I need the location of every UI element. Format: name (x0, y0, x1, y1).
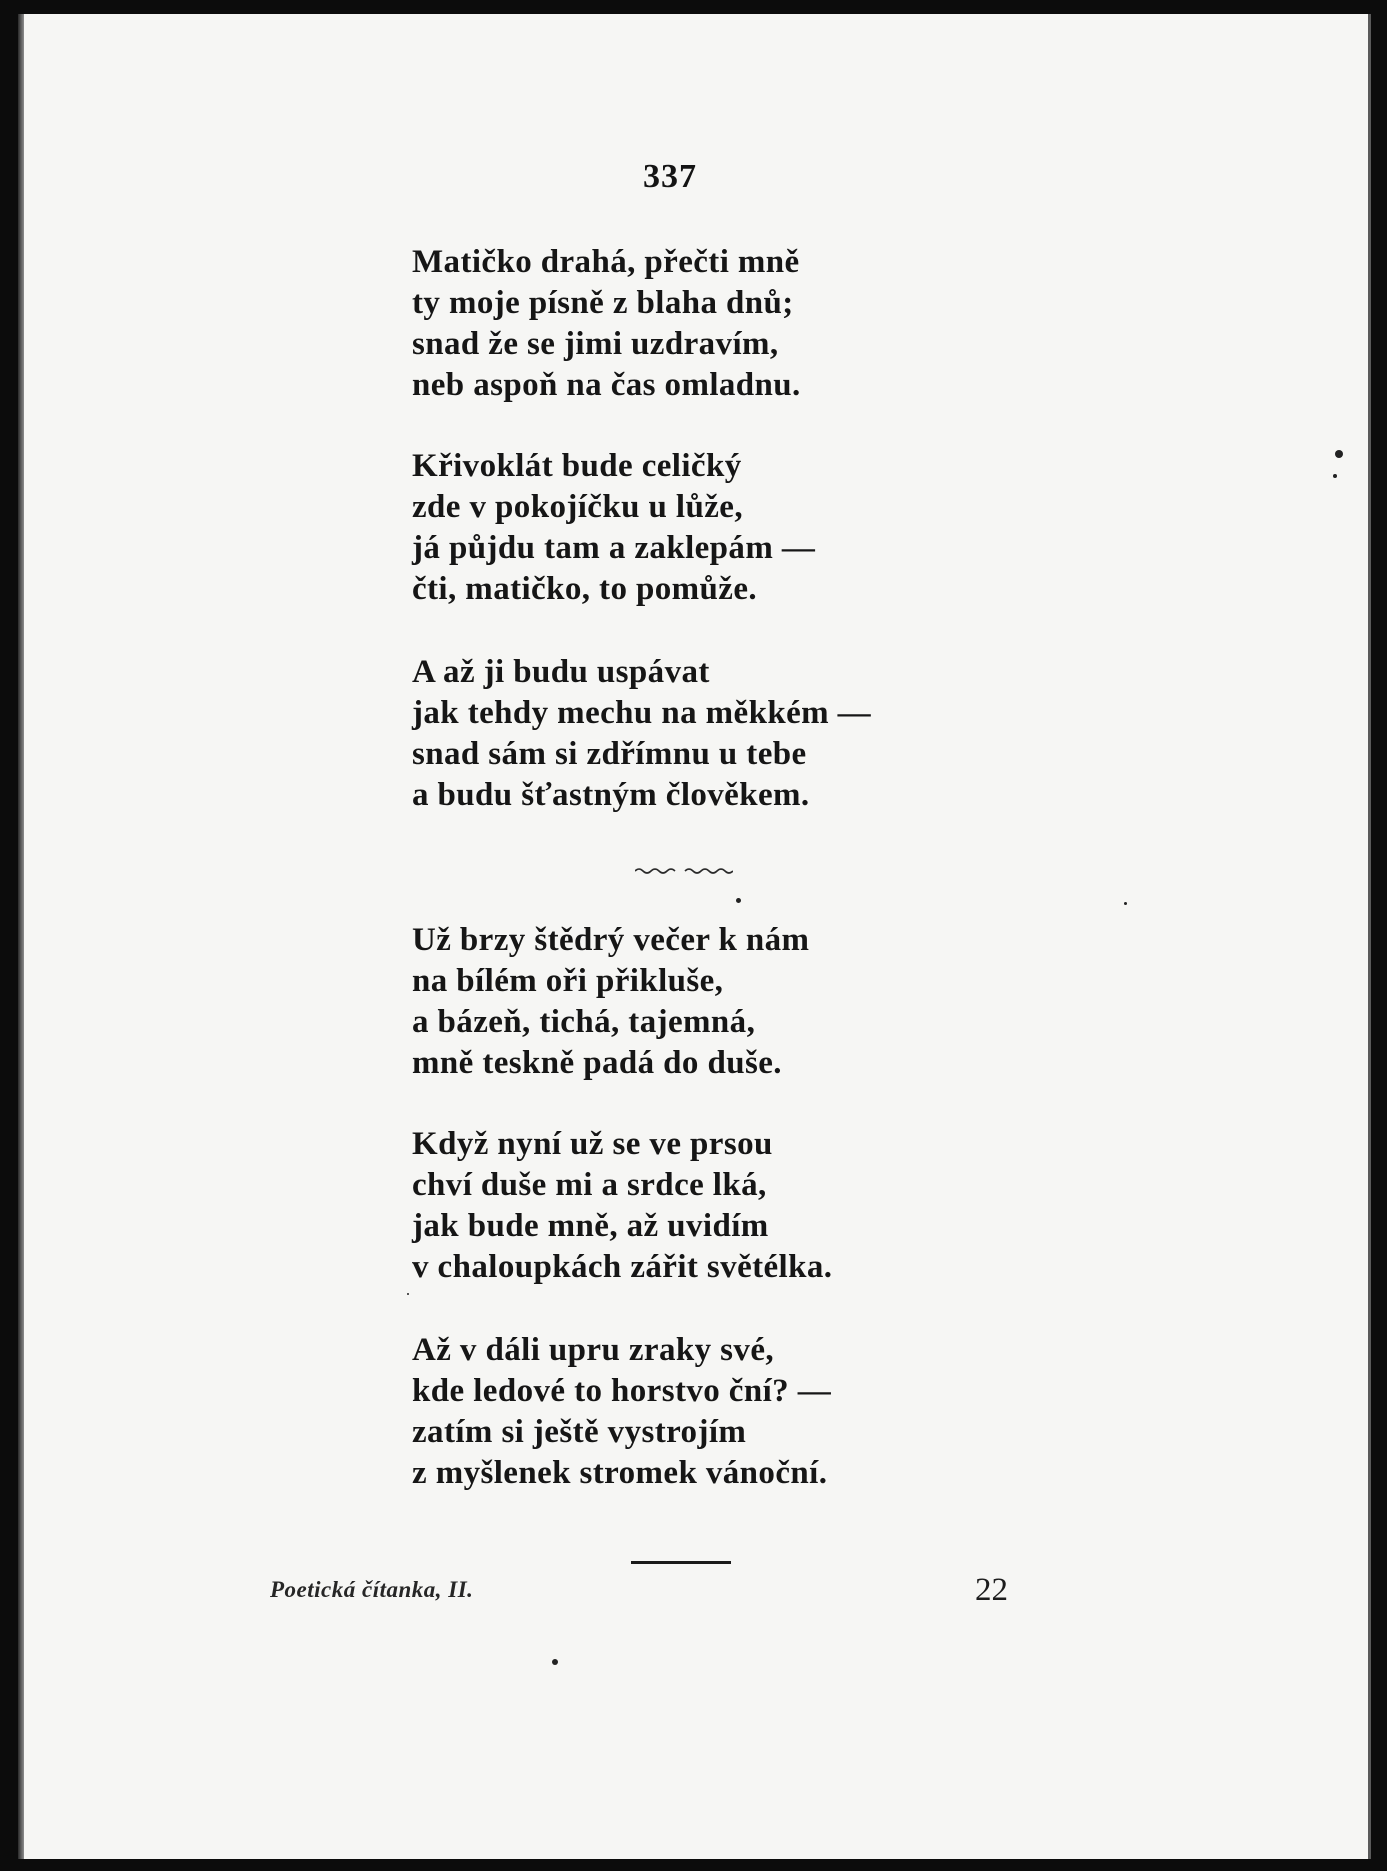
print-speck (552, 1659, 558, 1665)
poem-line: Křivoklát bude celičký (412, 448, 742, 484)
poem-line: na bílém oři přikluše, (412, 963, 724, 999)
page-left-edge (18, 14, 24, 1859)
poem-line: chví duše mi a srdce lká, (412, 1167, 767, 1203)
footer-rule (631, 1561, 731, 1564)
poem-line: ty moje písně z blaha dnů; (412, 285, 794, 321)
poem-line: v chaloupkách zářit světélka. (412, 1249, 833, 1285)
poem-line: jak bude mně, až uvidím (412, 1208, 769, 1244)
stanza-4 (412, 920, 809, 1084)
poem-line: mně teskně padá do duše. (412, 1045, 782, 1081)
book-page (18, 14, 1371, 1859)
poem-line: Když nyní už se ve prsou (412, 1126, 773, 1162)
poem-line: A až ji budu uspávat (412, 654, 710, 690)
poem-line: Matičko drahá, přečti mně (412, 244, 800, 280)
stanza-1 (412, 242, 801, 406)
poem-line: čti, matičko, to pomůže. (412, 571, 758, 607)
print-speck (1333, 474, 1337, 478)
poem-line: snad sám si zdřímnu u tebe (412, 736, 807, 772)
print-speck (1124, 902, 1127, 905)
page-right-edge (1368, 14, 1371, 1859)
print-speck (407, 1293, 409, 1295)
stanza-3 (412, 652, 871, 816)
stanza-2 (412, 446, 815, 610)
signature-mark: Poetická čítanka, II. (270, 1577, 474, 1602)
poem-line: a bázeň, tichá, tajemná, (412, 1004, 756, 1040)
poem-line: neb aspoň na čas omladnu. (412, 367, 801, 403)
poem-line: zde v pokojíčku u lůže, (412, 489, 743, 525)
sheet-number: 22 (975, 1572, 1008, 1608)
print-speck (736, 898, 741, 903)
poem-line: snad že se jimi uzdravím, (412, 326, 779, 362)
page-number: 337 (643, 158, 697, 195)
stanza-6 (412, 1330, 831, 1494)
poem-line: Až v dáli upru zraky své, (412, 1332, 775, 1368)
poem-line: zatím si ještě vystrojím (412, 1414, 747, 1450)
stanza-5 (412, 1124, 832, 1288)
poem-line: a budu šťastným člověkem. (412, 777, 810, 813)
poem-line: Už brzy štědrý večer k nám (412, 922, 810, 958)
poem-line: jak tehdy mechu na měkkém — (412, 695, 872, 731)
poem-line: já půjdu tam a zaklepám — (412, 530, 816, 566)
poem-line: kde ledové to horstvo ční? — (412, 1373, 832, 1409)
print-speck (1335, 450, 1343, 458)
section-divider-ornament (635, 866, 733, 876)
poem-line: z myšlenek stromek vánoční. (412, 1455, 828, 1491)
